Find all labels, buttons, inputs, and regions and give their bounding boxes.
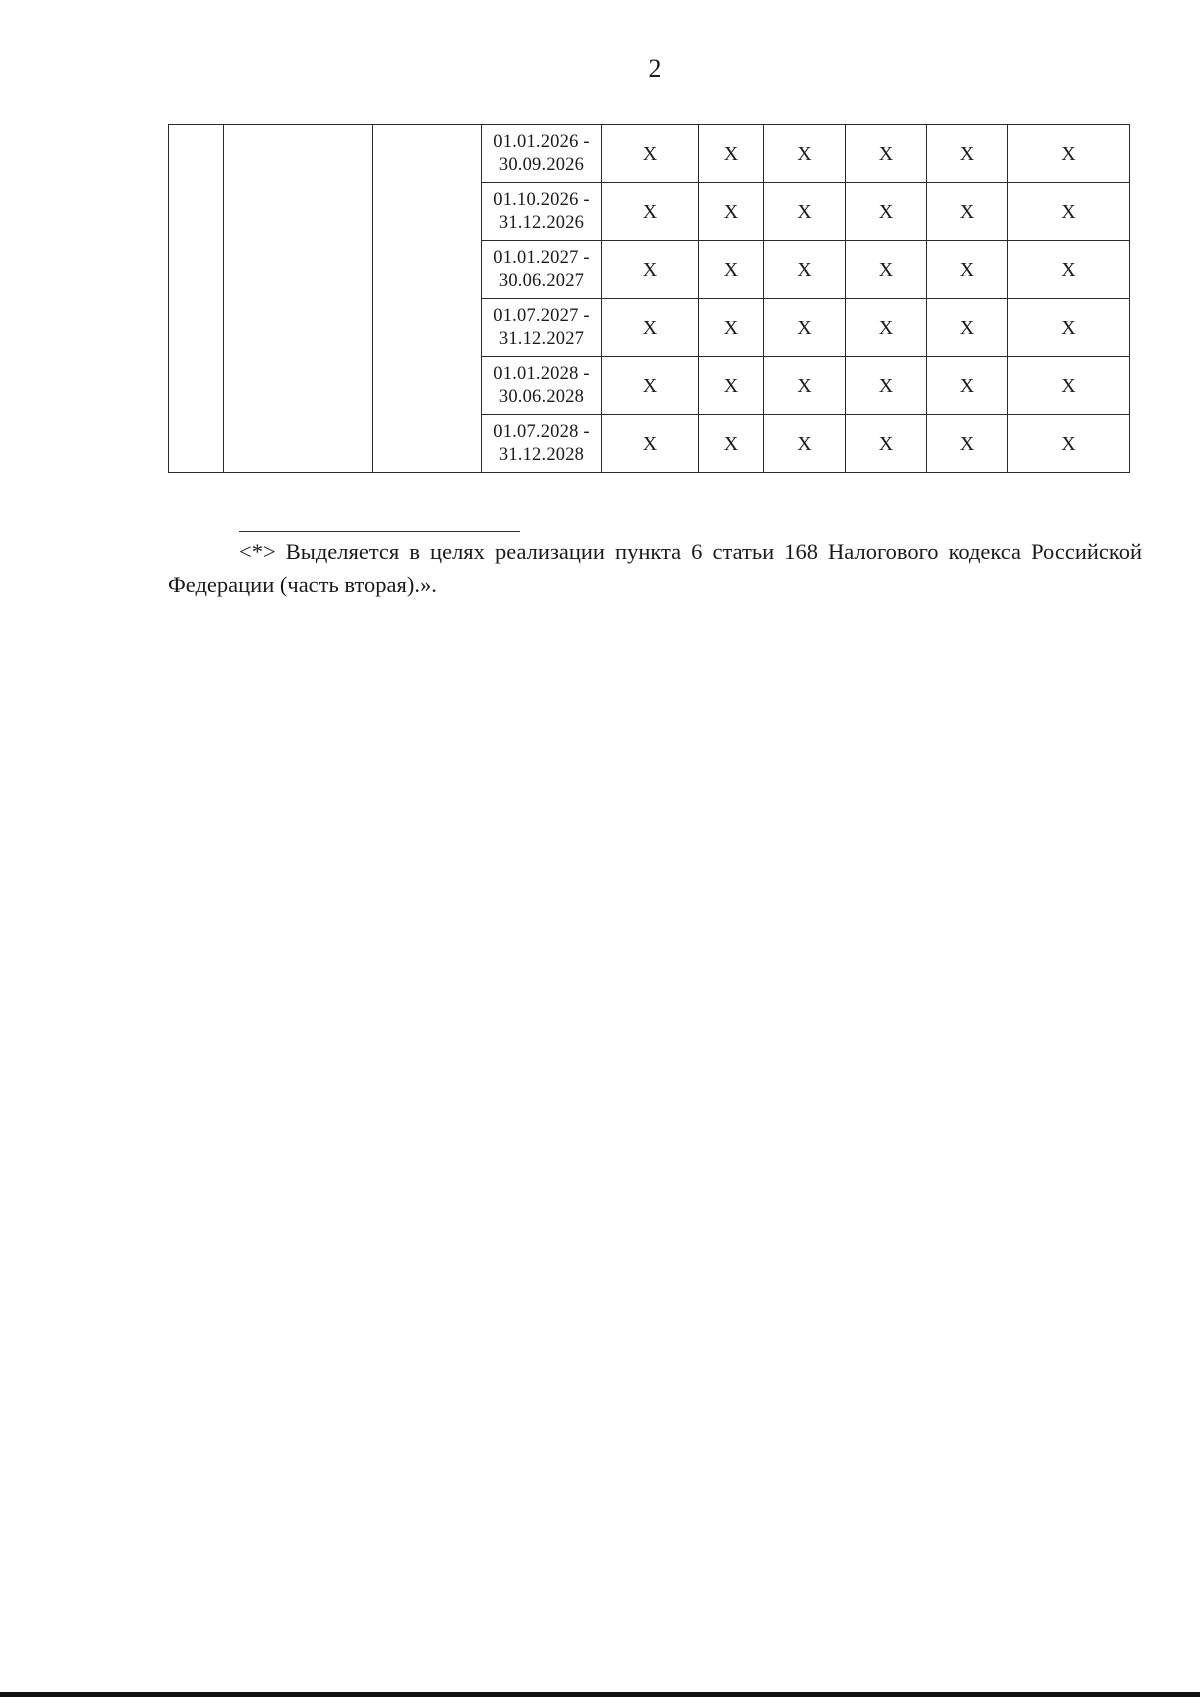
mark-cell: X [602,299,699,357]
period-cell [482,183,602,241]
table-row [169,125,1130,183]
period-start: 01.01.2027 - [493,247,590,268]
page-number: 2 [648,54,662,83]
mark-cell: X [764,125,846,183]
mark-cell: X [602,183,699,241]
mark-cell: X [602,241,699,299]
mark-cell: X [699,299,764,357]
mark-cell: X [927,415,1008,473]
mark-cell: X [699,415,764,473]
period-cell [482,415,602,473]
mark-cell: X [846,183,927,241]
period-cell [482,241,602,299]
mark-cell: X [927,125,1008,183]
mark-cell: X [764,299,846,357]
mark-cell: X [1008,415,1130,473]
period-end: 30.09.2026 [498,154,585,175]
period-start: 01.01.2026 - [493,131,590,152]
footnote-separator [239,531,520,532]
mark-cell: X [602,357,699,415]
mark-cell: X [927,299,1008,357]
mark-cell: X [764,357,846,415]
mark-cell: X [699,183,764,241]
period-start: 01.10.2026 - [493,189,590,210]
period-cell [482,125,602,183]
periods-table [168,124,1130,473]
mark-cell: X [1008,299,1130,357]
period-cell [482,299,602,357]
period-end: 31.12.2026 [498,212,585,233]
period-cell [482,357,602,415]
period-end: 31.12.2028 [498,444,585,465]
mark-cell: X [1008,357,1130,415]
period-end: 31.12.2027 [498,328,585,349]
mark-cell: X [764,183,846,241]
mark-cell: X [846,415,927,473]
empty-merged-cell [373,125,482,473]
mark-cell: X [846,357,927,415]
mark-cell: X [927,241,1008,299]
period-start: 01.07.2027 - [493,305,590,326]
period-end: 30.06.2027 [498,270,585,291]
mark-cell: X [927,357,1008,415]
period-start: 01.07.2028 - [493,421,590,442]
empty-merged-cell [169,125,224,473]
mark-cell: X [699,241,764,299]
mark-cell: X [927,183,1008,241]
mark-cell: X [602,125,699,183]
period-start: 01.01.2028 - [493,363,590,384]
mark-cell: X [1008,125,1130,183]
mark-cell: X [764,241,846,299]
mark-cell: X [602,415,699,473]
mark-cell: X [846,241,927,299]
mark-cell: X [1008,241,1130,299]
footnote-text: <*> Выделяется в целях реализации пункта 6 статьи 168 Налогового кодекса Российской Федерации (часть вторая).». [168,539,1142,597]
mark-cell: X [846,299,927,357]
mark-cell: X [1008,183,1130,241]
mark-cell: X [699,357,764,415]
mark-cell: X [764,415,846,473]
period-end: 30.06.2028 [498,386,585,407]
mark-cell: X [699,125,764,183]
empty-merged-cell [224,125,373,473]
scan-bottom-edge [0,1692,1200,1697]
mark-cell: X [846,125,927,183]
